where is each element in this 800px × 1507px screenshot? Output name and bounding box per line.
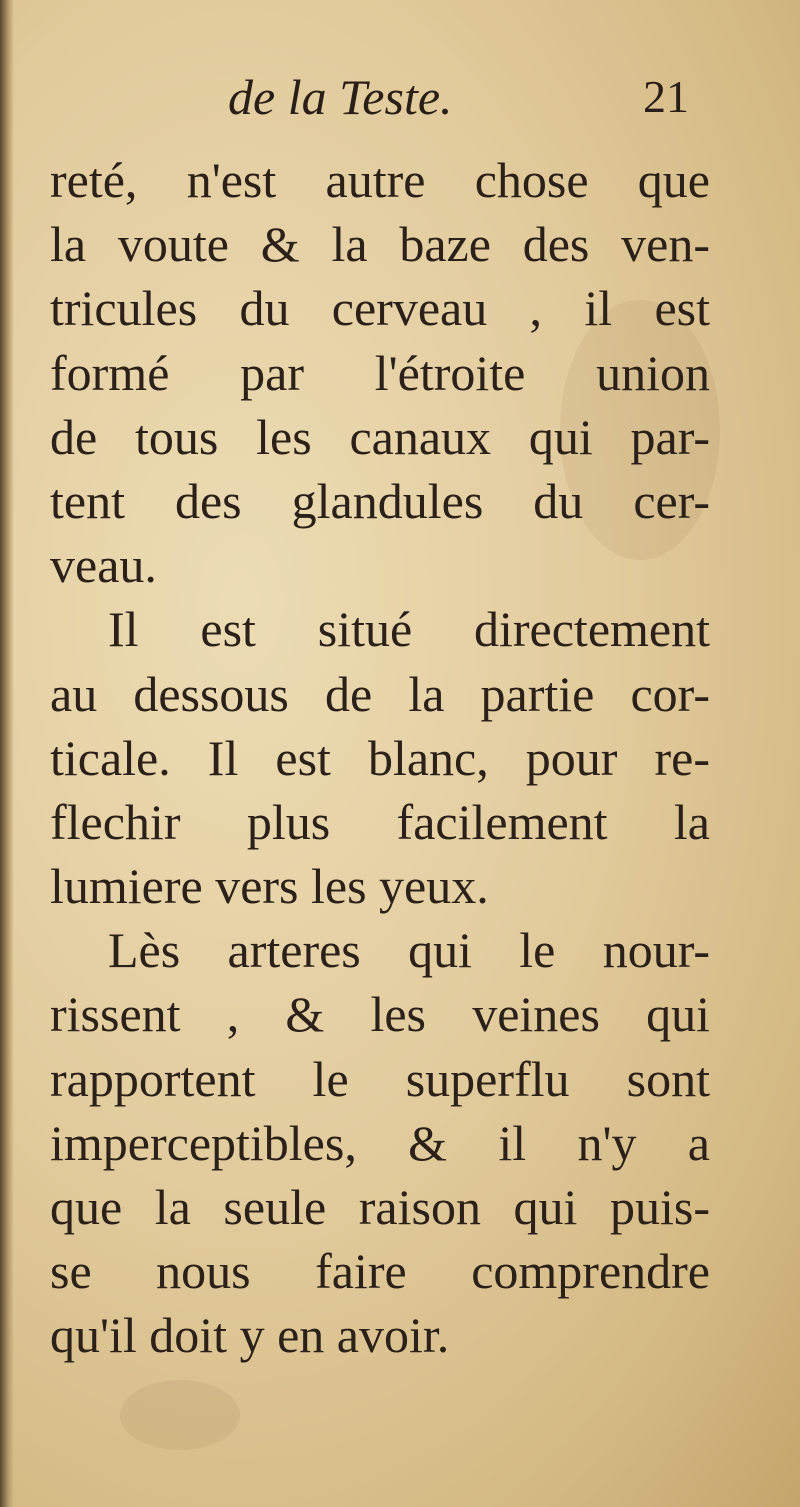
text-line: rapportent le superflu sont — [50, 1050, 710, 1107]
running-head — [0, 62, 800, 132]
text-line: lumiere vers les yeux. — [50, 858, 489, 915]
running-title: de la Teste. — [228, 69, 453, 125]
text-line: de tous les canaux qui par- — [50, 408, 710, 465]
text-line: tricules du cerveau , il est — [50, 280, 710, 337]
text-line: rissent , & les veines qui — [50, 986, 710, 1043]
text-line: Il est situé directement — [108, 601, 710, 658]
text-line: formé par l'étroite union — [50, 344, 710, 401]
text-line: que la seule raison qui puis- — [50, 1179, 710, 1235]
page-edge-shadow — [0, 0, 14, 1507]
text-line: reté, n'est autre chose que — [50, 152, 710, 208]
text-line: Lès arteres qui le nour- — [108, 922, 710, 979]
page-number: 21 — [643, 71, 689, 122]
text-line: veau. — [50, 537, 157, 594]
text-line: tent des glandules du cer- — [50, 472, 710, 529]
text-line: la voute & la baze des ven- — [50, 216, 710, 273]
text-line: imperceptibles, & il n'y a — [50, 1114, 710, 1171]
text-line: flechir plus facilement la — [50, 793, 710, 850]
body-text — [50, 148, 710, 1368]
text-line: au dessous de la partie cor- — [50, 665, 710, 722]
text-line: ticale. Il est blanc, pour re- — [50, 729, 710, 786]
text-line: qu'il doit y en avoir. — [50, 1307, 450, 1364]
text-line: se nous faire comprendre — [50, 1243, 710, 1300]
paper-stain — [120, 1380, 240, 1450]
